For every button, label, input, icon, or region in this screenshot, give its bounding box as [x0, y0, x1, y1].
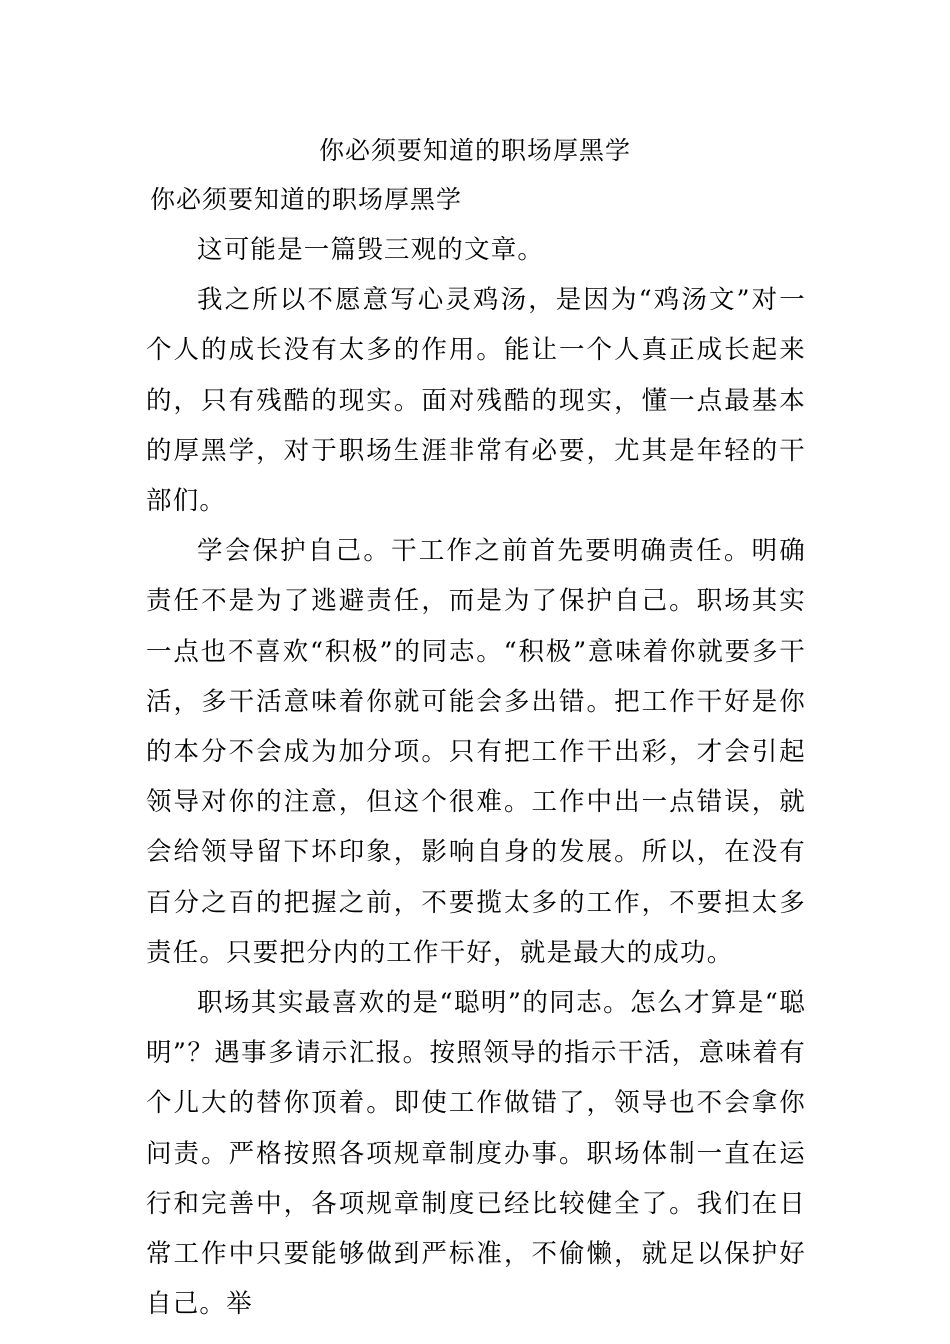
paragraph-smart: 职场其实最喜欢的是“聪明”的同志。怎么才算是“聪明”？遇事多请示汇报。按照领导的指示干活，意味着有个儿大的替你顶着。即使工作做错了，领导也不会拿你问责。严格按照各项规章制度办事。职场体制一直在运行和完善中，各项规章制度已经比较健全了。我们在日常工作中只要能够做到严标准，不偷懒，就足以保护好自己。举	[146, 988, 806, 1320]
document-subtitle: 你必须要知道的职场厚黑学	[150, 185, 463, 214]
paragraph-reason: 我之所以不愿意写心灵鸡汤，是因为“鸡汤文”对一个人的成长没有太多的作用。能让一个人真正成长起来的，只有残酷的现实。面对残酷的现实，懂一点最基本的厚黑学，对于职场生涯非常有必要，尤其是年轻的干部们。	[146, 285, 806, 517]
paragraph-intro: 这可能是一篇毁三观的文章。	[197, 235, 545, 265]
document-title: 你必须要知道的职场厚黑学	[318, 136, 631, 165]
document-body	[146, 225, 806, 1329]
paragraph-protect-self: 学会保护自己。干工作之前首先要明确责任。明确责任不是为了逃避责任，而是为了保护自己。职场其实一点也不喜欢“积极”的同志。“积极”意味着你就要多干活，多干活意味着你就可能会多出错。把工作干好是你的本分不会成为加分项。只有把工作干出彩，才会引起领导对你的注意，但这个很难。工作中出一点错误，就会给领导留下坏印象，影响自身的发展。所以，在没有百分之百的把握之前，不要揽太多的工作，不要担太多责任。只要把分内的工作干好，就是最大的成功。	[146, 536, 806, 968]
